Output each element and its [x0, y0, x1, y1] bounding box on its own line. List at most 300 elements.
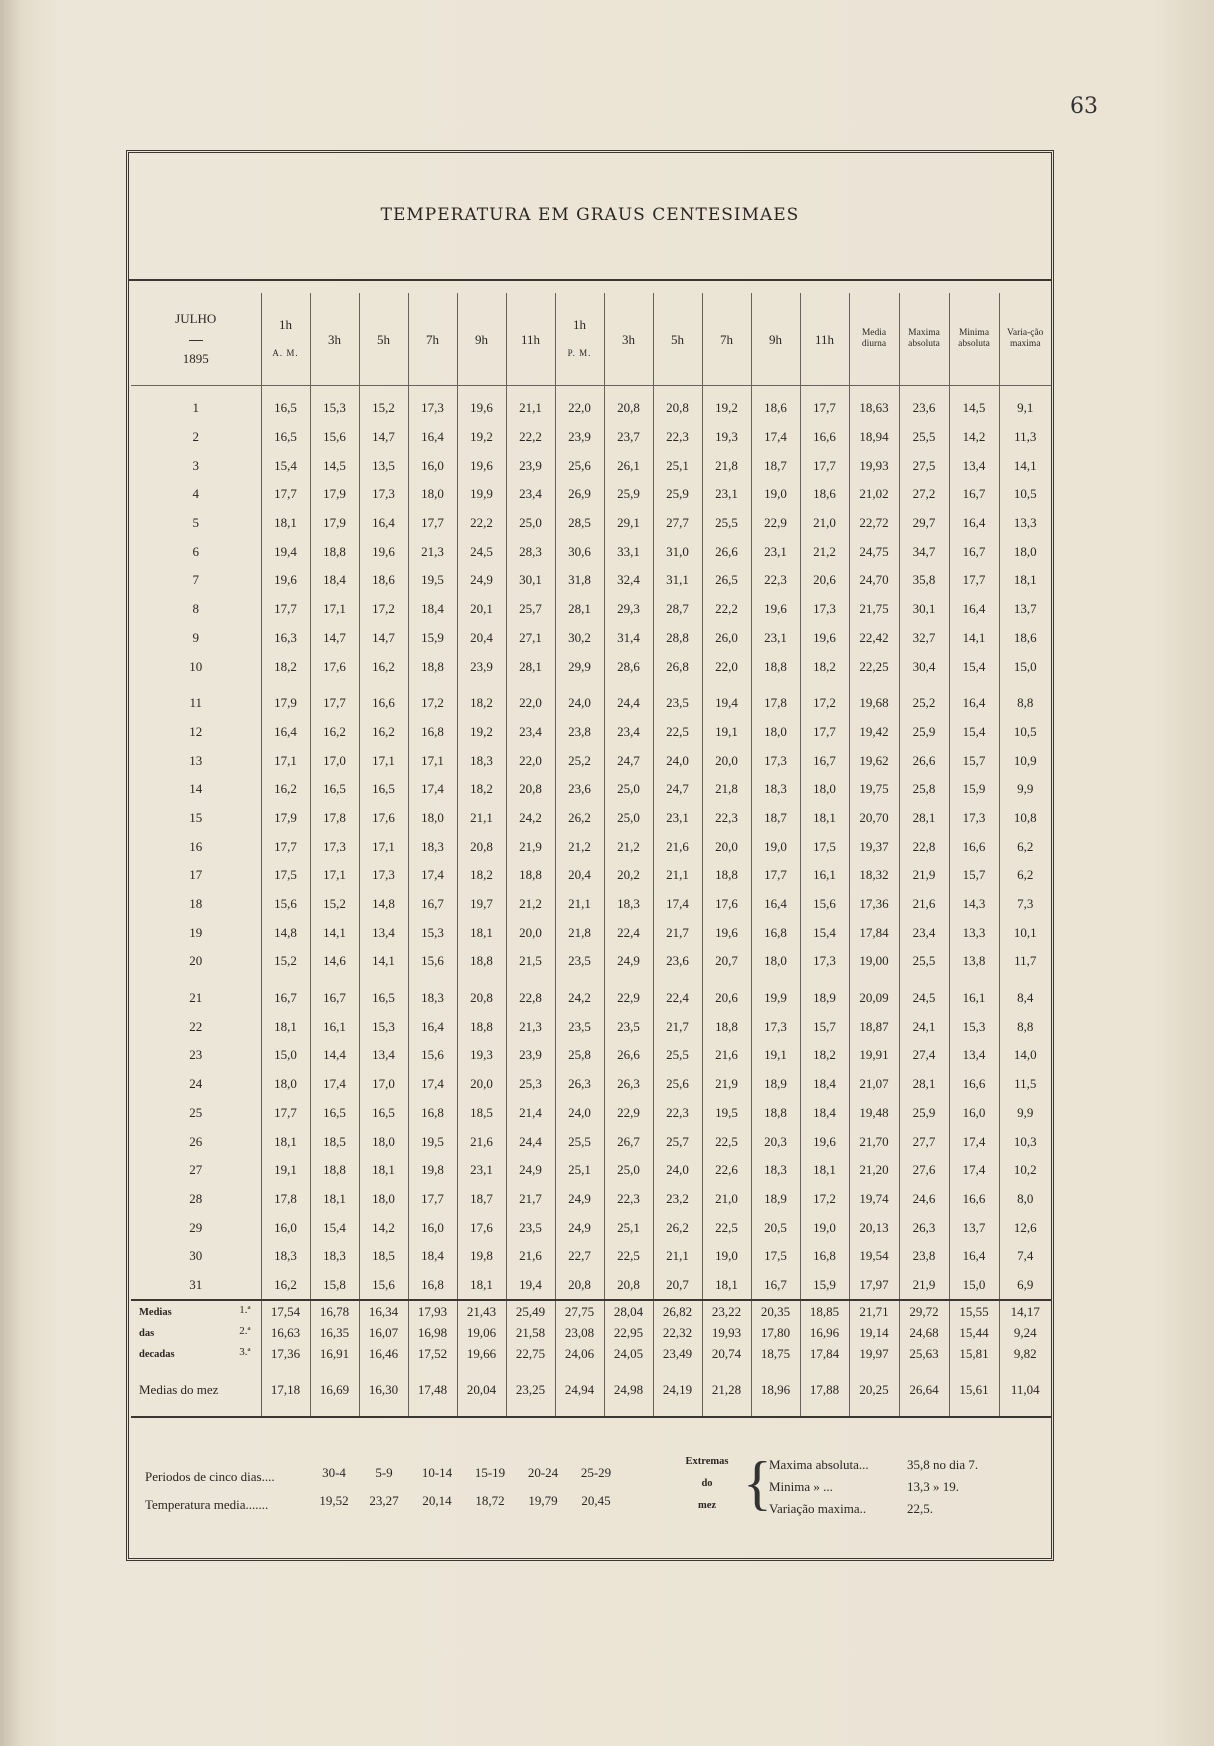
- day-row: [131, 804, 1051, 833]
- day-number: 12: [189, 723, 203, 739]
- temperature-cell: 19,0: [702, 1242, 751, 1271]
- decade-mean-cell: 22,75: [506, 1343, 555, 1364]
- temperature-cell: 16,5: [261, 423, 310, 452]
- temperature-cell: 21,6: [899, 890, 949, 919]
- temperature-cell: 19,8: [408, 1156, 457, 1185]
- temperature-cell: 18,1: [457, 1271, 506, 1301]
- temperature-cell: 16,8: [408, 718, 457, 747]
- gap-cell: [604, 681, 653, 689]
- temperature-cell: 22,25: [849, 652, 899, 681]
- decade-mean-cell: 16,35: [310, 1322, 359, 1343]
- temperature-cell: 15,4: [310, 1213, 359, 1242]
- decade-mean-cell: 17,36: [261, 1343, 310, 1364]
- gap-cell: [899, 976, 949, 984]
- month-name: JULHO: [175, 311, 217, 326]
- temperature-cell: 18,0: [800, 775, 849, 804]
- period-mean: 19,52: [319, 1493, 349, 1508]
- day-number: 11: [189, 695, 203, 711]
- decade-label: [131, 1343, 261, 1364]
- temperature-cell: 22,9: [604, 1099, 653, 1128]
- temperature-cell: 25,7: [653, 1127, 702, 1156]
- temperature-cell: 32,7: [899, 624, 949, 653]
- temperature-cell: 21,3: [506, 1012, 555, 1041]
- day-row: [131, 947, 1051, 976]
- temperature-cell: 19,9: [751, 984, 800, 1013]
- temperature-cell: 22,42: [849, 624, 899, 653]
- temperature-cell: 23,9: [506, 1041, 555, 1070]
- temperature-cell: 22,3: [604, 1185, 653, 1214]
- row-gap: [131, 976, 1051, 984]
- gap-cell: [506, 386, 555, 395]
- temperature-cell: 20,0: [506, 918, 555, 947]
- temperature-cell: 25,8: [899, 775, 949, 804]
- day-number: 8: [192, 601, 199, 617]
- gap-cell: [653, 976, 702, 984]
- day-number: 29: [189, 1219, 203, 1235]
- temperature-cell: 19,7: [457, 890, 506, 919]
- hour-header: 7h: [408, 293, 457, 386]
- gap-cell: [261, 386, 310, 395]
- gap-cell: [653, 386, 702, 395]
- day-row: [131, 890, 1051, 919]
- temperature-cell: 24,1: [899, 1012, 949, 1041]
- day-number: 17: [189, 867, 203, 883]
- temperature-cell: 16,4: [261, 718, 310, 747]
- temperature-cell: 24,4: [506, 1127, 555, 1156]
- temperature-cell: 25,1: [653, 451, 702, 480]
- temperature-cell: 21,8: [702, 451, 751, 480]
- media-diurna-header: Media diurna: [849, 293, 899, 386]
- gap-cell: [457, 386, 506, 395]
- day-row: [131, 566, 1051, 595]
- decade-number: 1.ª: [239, 1304, 251, 1317]
- temperature-cell: 20,6: [800, 566, 849, 595]
- temperature-cell: 8,8: [999, 1012, 1051, 1041]
- temperature-cell: 21,07: [849, 1070, 899, 1099]
- day-number: 14: [189, 781, 203, 797]
- temperature-cell: 18,6: [751, 394, 800, 423]
- temperature-cell: 17,3: [949, 804, 999, 833]
- temperature-cell: 16,8: [751, 918, 800, 947]
- gap-cell: [949, 681, 999, 689]
- temperature-cell: 15,9: [408, 624, 457, 653]
- temperature-cell: 14,0: [999, 1041, 1051, 1070]
- day-number: 16: [189, 838, 203, 854]
- hour-header: 9h: [457, 293, 506, 386]
- temperature-cell: 16,2: [310, 718, 359, 747]
- temperature-cell: 28,1: [555, 595, 604, 624]
- temperature-cell: 17,9: [261, 689, 310, 718]
- temperature-cell: 21,2: [800, 537, 849, 566]
- temperature-cell: 18,4: [408, 1242, 457, 1271]
- temperature-cell: 32,4: [604, 566, 653, 595]
- temperature-cell: 18,3: [408, 832, 457, 861]
- day-number: 7: [192, 572, 199, 588]
- temperature-cell: 20,0: [702, 746, 751, 775]
- temperature-cell: 15,2: [359, 394, 408, 423]
- temperature-cell: 25,3: [506, 1070, 555, 1099]
- day-row: [131, 1271, 1051, 1301]
- gap-cell: [899, 681, 949, 689]
- temperature-cell: 18,4: [408, 595, 457, 624]
- temperature-cell: 18,8: [702, 1012, 751, 1041]
- temperature-cell: 16,1: [310, 1012, 359, 1041]
- temperature-cell: 22,3: [751, 566, 800, 595]
- temperature-cell: 14,7: [359, 624, 408, 653]
- day-number: 6: [192, 543, 199, 559]
- temperature-cell: 17,1: [310, 595, 359, 624]
- temperature-cell: 22,9: [604, 984, 653, 1013]
- temperature-cell: 19,2: [702, 394, 751, 423]
- temperature-cell: 11,3: [999, 423, 1051, 452]
- temperature-cell: 17,8: [261, 1185, 310, 1214]
- temperature-cell: 19,74: [849, 1185, 899, 1214]
- temperature-cell: 27,2: [899, 480, 949, 509]
- temperature-cell: 24,7: [604, 746, 653, 775]
- temperature-cell: 24,2: [555, 984, 604, 1013]
- period-range: 30-4: [322, 1465, 346, 1480]
- temperature-cell: 16,2: [261, 1271, 310, 1301]
- row-gap: [131, 386, 1051, 395]
- month-mean-cell: 21,28: [702, 1364, 751, 1417]
- temperature-cell: 23,5: [653, 689, 702, 718]
- temperature-cell: 30,4: [899, 652, 949, 681]
- temperature-cell: 31,8: [555, 566, 604, 595]
- temperature-cell: 24,4: [604, 689, 653, 718]
- temperature-cell: 21,9: [899, 1271, 949, 1301]
- temperature-cell: 22,5: [702, 1213, 751, 1242]
- temperature-cell: 16,5: [359, 984, 408, 1013]
- temperature-cell: 24,75: [849, 537, 899, 566]
- temperature-cell: 26,5: [702, 566, 751, 595]
- temperature-cell: 18,1: [359, 1156, 408, 1185]
- day-row: [131, 1242, 1051, 1271]
- decade-mean-row: [131, 1322, 1051, 1343]
- temperature-cell: 17,3: [751, 1012, 800, 1041]
- gap-cell: [702, 386, 751, 395]
- temperature-cell: 19,4: [261, 537, 310, 566]
- temperature-cell: 19,6: [359, 537, 408, 566]
- temperature-cell: 20,6: [702, 984, 751, 1013]
- temperature-cell: 18,7: [457, 1185, 506, 1214]
- temperature-cell: 10,8: [999, 804, 1051, 833]
- temperature-cell: 17,4: [408, 775, 457, 804]
- temperature-cell: 17,9: [310, 509, 359, 538]
- temperature-cell: 26,0: [702, 624, 751, 653]
- temperature-cell: 17,1: [310, 861, 359, 890]
- temperature-cell: 26,7: [604, 1127, 653, 1156]
- temperature-cell: 14,5: [949, 394, 999, 423]
- temperature-cell: 17,97: [849, 1271, 899, 1301]
- temperature-cell: 29,3: [604, 595, 653, 624]
- temperature-cell: 17,6: [702, 890, 751, 919]
- temperature-cell: 18,8: [408, 652, 457, 681]
- temperature-cell: 17,0: [359, 1070, 408, 1099]
- temperature-cell: 31,0: [653, 537, 702, 566]
- gap-cell: [408, 681, 457, 689]
- temperature-cell: 22,8: [506, 984, 555, 1013]
- decade-mean-cell: 29,72: [899, 1300, 949, 1322]
- decade-mean-cell: 17,93: [408, 1300, 457, 1322]
- temperature-cell: 25,6: [555, 451, 604, 480]
- temperature-cell: 10,3: [999, 1127, 1051, 1156]
- temperature-cell: 29,9: [555, 652, 604, 681]
- temperature-cell: 24,70: [849, 566, 899, 595]
- temperature-cell: 15,2: [310, 890, 359, 919]
- month-mean-cell: 17,88: [800, 1364, 849, 1417]
- temperature-cell: 22,3: [653, 1099, 702, 1128]
- title-rule: [129, 279, 1051, 281]
- temperature-cell: 19,3: [457, 1041, 506, 1070]
- temperature-cell: 16,7: [751, 1271, 800, 1301]
- temperature-cell: 22,5: [653, 718, 702, 747]
- period-mean: 18,72: [475, 1493, 505, 1508]
- temperature-cell: 7,4: [999, 1242, 1051, 1271]
- day-row: [131, 775, 1051, 804]
- temperature-cell: 18,8: [751, 652, 800, 681]
- day-row: [131, 480, 1051, 509]
- temperature-cell: 13,7: [999, 595, 1051, 624]
- temperature-cell: 16,6: [800, 423, 849, 452]
- temperature-cell: 23,8: [555, 718, 604, 747]
- temperature-cell: 24,9: [555, 1213, 604, 1242]
- temperature-cell: 18,8: [310, 537, 359, 566]
- temperature-cell: 16,5: [359, 775, 408, 804]
- temperature-cell: 16,1: [800, 861, 849, 890]
- temperature-cell: 15,6: [310, 423, 359, 452]
- temperature-cell: 19,6: [702, 918, 751, 947]
- header-row: [131, 293, 1051, 386]
- temperature-cell: 19,1: [702, 718, 751, 747]
- day-number: 20: [189, 953, 203, 969]
- temperature-cell: 23,5: [555, 1012, 604, 1041]
- temperature-cell: 24,0: [653, 746, 702, 775]
- day-number: 25: [189, 1104, 203, 1120]
- temperature-cell: 10,5: [999, 480, 1051, 509]
- temperature-cell: 22,0: [506, 689, 555, 718]
- temperature-cell: 18,3: [457, 746, 506, 775]
- temperature-cell: 13,5: [359, 451, 408, 480]
- temperature-cell: 18,3: [751, 1156, 800, 1185]
- day-row: [131, 537, 1051, 566]
- temperature-cell: 26,6: [604, 1041, 653, 1070]
- month-mean-cell: 26,64: [899, 1364, 949, 1417]
- month-mean-label: Medias do mez: [131, 1364, 261, 1417]
- decade-mean-cell: 23,08: [555, 1322, 604, 1343]
- temperature-cell: 13,4: [359, 918, 408, 947]
- temperature-cell: 24,5: [457, 537, 506, 566]
- temperature-cell: 18,0: [408, 804, 457, 833]
- decade-mean-cell: 27,75: [555, 1300, 604, 1322]
- temperature-cell: 21,3: [408, 537, 457, 566]
- day-number: 27: [189, 1162, 203, 1178]
- temperature-cell: 20,4: [457, 624, 506, 653]
- temperature-cell: 15,2: [261, 947, 310, 976]
- temperature-cell: 18,2: [800, 1041, 849, 1070]
- temperature-cell: 15,0: [999, 652, 1051, 681]
- day-row: [131, 746, 1051, 775]
- extremes-heading: Extremas do mez: [685, 1456, 729, 1511]
- temperature-cell: 19,6: [800, 624, 849, 653]
- temperature-cell: 19,6: [261, 566, 310, 595]
- temperature-cell: 18,6: [359, 566, 408, 595]
- temperature-cell: 14,1: [359, 947, 408, 976]
- gap-cell: [359, 386, 408, 395]
- temperature-cell: 17,2: [408, 689, 457, 718]
- gap-cell: [131, 681, 261, 689]
- temperature-cell: 16,5: [310, 775, 359, 804]
- temperature-cell: 15,8: [310, 1271, 359, 1301]
- variation-value: 22,5.: [907, 1501, 933, 1516]
- temperature-cell: 24,7: [653, 775, 702, 804]
- temperature-cell: 25,7: [506, 595, 555, 624]
- temperature-cell: 16,8: [408, 1271, 457, 1301]
- temperature-cell: 15,0: [261, 1041, 310, 1070]
- temperature-cell: 18,9: [800, 984, 849, 1013]
- temperature-cell: 22,4: [604, 918, 653, 947]
- temperature-cell: 19,9: [457, 480, 506, 509]
- table-title: TEMPERATURA EM GRAUS CENTESIMAES: [380, 205, 800, 225]
- temperature-cell: 17,3: [751, 746, 800, 775]
- temperature-cell: 19,2: [457, 718, 506, 747]
- temperature-cell: 17,4: [408, 861, 457, 890]
- temperature-cell: 25,8: [555, 1041, 604, 1070]
- temperature-cell: 23,9: [457, 652, 506, 681]
- temperature-cell: 18,87: [849, 1012, 899, 1041]
- gap-cell: [555, 976, 604, 984]
- period-range: 5-9: [375, 1465, 393, 1480]
- temperature-cell: 15,4: [800, 918, 849, 947]
- temperature-cell: 20,4: [555, 861, 604, 890]
- temperature-cell: 30,1: [506, 566, 555, 595]
- day-row: [131, 652, 1051, 681]
- temperature-cell: 18,8: [457, 1012, 506, 1041]
- temperature-cell: 15,9: [800, 1271, 849, 1301]
- decade-mean-cell: 15,55: [949, 1300, 999, 1322]
- decade-mean-cell: 19,06: [457, 1322, 506, 1343]
- decade-mean-cell: 21,71: [849, 1300, 899, 1322]
- temperature-cell: 23,5: [555, 947, 604, 976]
- temperature-cell: 26,3: [555, 1070, 604, 1099]
- temperature-cell: 18,0: [408, 480, 457, 509]
- temperature-cell: 6,2: [999, 832, 1051, 861]
- temperature-cell: 8,4: [999, 984, 1051, 1013]
- maxima-absoluta-header: Maxima absoluta: [899, 293, 949, 386]
- temperature-cell: 18,1: [800, 804, 849, 833]
- decade-mean-cell: 21,58: [506, 1322, 555, 1343]
- temperature-cell: 21,2: [506, 890, 555, 919]
- month-separator: [131, 329, 261, 349]
- day-number: 26: [189, 1133, 203, 1149]
- temperature-cell: 25,5: [702, 509, 751, 538]
- temperature-cell: 16,6: [949, 832, 999, 861]
- decade-mean-cell: 24,68: [899, 1322, 949, 1343]
- temperature-cell: 14,6: [310, 947, 359, 976]
- temperature-cell: 29,1: [604, 509, 653, 538]
- temperature-cell: 16,1: [949, 984, 999, 1013]
- temperature-cell: 18,3: [310, 1242, 359, 1271]
- temperature-cell: 26,1: [604, 451, 653, 480]
- temperature-cell: 16,7: [949, 480, 999, 509]
- temperature-cell: 18,2: [457, 775, 506, 804]
- day-number: 18: [189, 896, 203, 912]
- day-row: [131, 1041, 1051, 1070]
- day-row: [131, 595, 1051, 624]
- gap-cell: [408, 386, 457, 395]
- decade-mean-cell: 20,74: [702, 1343, 751, 1364]
- temperature-cell: 17,4: [949, 1156, 999, 1185]
- gap-cell: [702, 976, 751, 984]
- temperature-cell: 20,0: [702, 832, 751, 861]
- temperature-cell: 16,3: [261, 624, 310, 653]
- month-mean-cell: 20,25: [849, 1364, 899, 1417]
- temperature-cell: 16,5: [310, 1099, 359, 1128]
- temperature-cell: 18,3: [261, 1242, 310, 1271]
- gap-cell: [457, 681, 506, 689]
- temperature-cell: 21,02: [849, 480, 899, 509]
- temperature-cell: 14,7: [359, 423, 408, 452]
- temperature-cell: 17,3: [359, 861, 408, 890]
- temperature-cell: 18,0: [751, 718, 800, 747]
- temperature-cell: 19,1: [751, 1041, 800, 1070]
- month-mean-cell: 15,61: [949, 1364, 999, 1417]
- temperature-cell: 27,7: [899, 1127, 949, 1156]
- temperature-cell: 28,1: [506, 652, 555, 681]
- temperature-cell: 25,9: [899, 1099, 949, 1128]
- decade-mean-cell: 19,66: [457, 1343, 506, 1364]
- day-number: 13: [189, 752, 203, 768]
- gap-cell: [261, 681, 310, 689]
- temperature-cell: 20,8: [653, 394, 702, 423]
- temperature-cell: 14,1: [949, 624, 999, 653]
- temperature-cell: 17,1: [359, 832, 408, 861]
- temperature-table: [131, 293, 1051, 1418]
- decade-label-word: decadas: [139, 1349, 175, 1361]
- temperature-cell: 25,9: [604, 480, 653, 509]
- temperature-cell: 14,1: [310, 918, 359, 947]
- temperature-cell: 18,8: [457, 947, 506, 976]
- gap-cell: [999, 386, 1051, 395]
- temperature-cell: 19,68: [849, 689, 899, 718]
- month-mean-row: [131, 1364, 1051, 1417]
- temperature-cell: 17,5: [800, 832, 849, 861]
- temperature-cell: 20,8: [604, 1271, 653, 1301]
- temperature-cell: 16,7: [261, 984, 310, 1013]
- temperature-cell: 25,6: [653, 1070, 702, 1099]
- temperature-cell: 17,3: [310, 832, 359, 861]
- decade-mean-cell: 15,44: [949, 1322, 999, 1343]
- temperature-cell: 25,9: [899, 718, 949, 747]
- day-number: 2: [192, 429, 199, 445]
- temperature-cell: 18,9: [751, 1070, 800, 1099]
- gap-cell: [653, 681, 702, 689]
- temperature-cell: 23,4: [506, 480, 555, 509]
- decade-mean-cell: 19,93: [702, 1322, 751, 1343]
- hour-header: 3h: [604, 293, 653, 386]
- temperature-cell: 23,7: [604, 423, 653, 452]
- temperature-cell: 15,6: [408, 947, 457, 976]
- temperature-cell: 17,4: [310, 1070, 359, 1099]
- period-mean: 20,14: [422, 1493, 452, 1508]
- period-mean: 19,79: [528, 1493, 558, 1508]
- gap-cell: [506, 976, 555, 984]
- day-row: [131, 689, 1051, 718]
- variation-label: Variação maxima..: [769, 1501, 867, 1516]
- temperature-cell: 17,7: [261, 832, 310, 861]
- decade-label: [131, 1322, 261, 1343]
- month-mean-cell: 24,94: [555, 1364, 604, 1417]
- temperature-cell: 17,7: [408, 509, 457, 538]
